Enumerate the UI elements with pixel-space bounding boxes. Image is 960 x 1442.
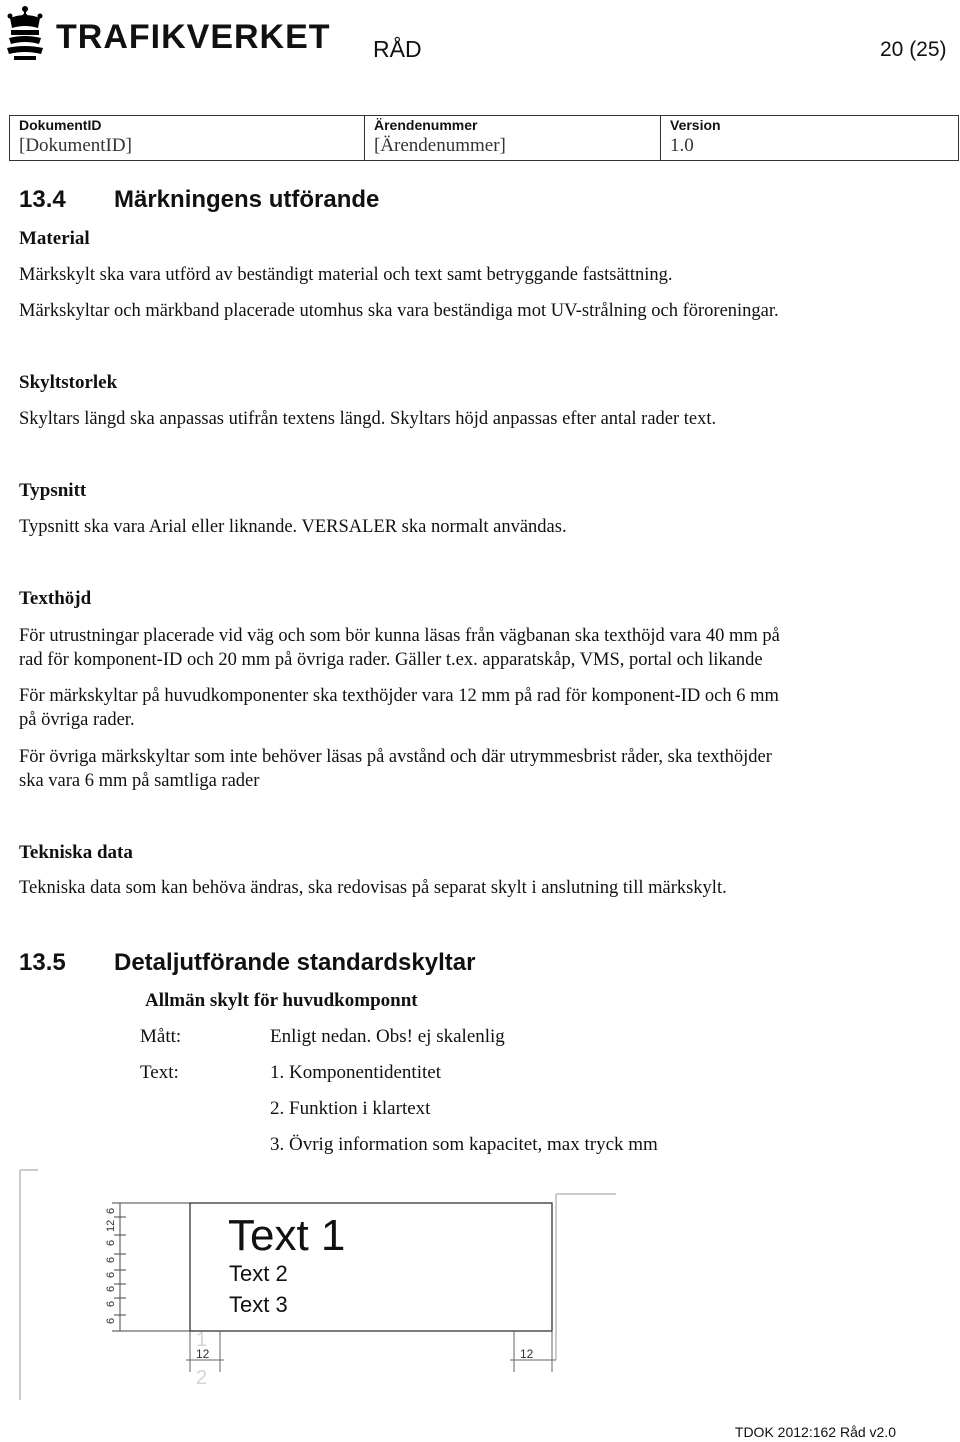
meta-value: 1.0 [670, 135, 694, 156]
meta-value: [Ärendenummer] [374, 135, 506, 156]
spec-label-matt: Mått: [140, 1026, 182, 1047]
trafikverket-crown-icon [4, 4, 46, 62]
vertical-dimension [112, 1203, 190, 1331]
subheading-tekniska-data: Tekniska data [19, 842, 133, 863]
sign-text-line-3: Text 3 [229, 1292, 288, 1317]
meta-value: [DokumentID] [19, 135, 132, 156]
page-number: 20 (25) [880, 38, 947, 61]
paragraph-line: Märkskyltar och märkband placerade utomhus ska vara beständiga mot UV-strålning och föroreningar. [19, 301, 779, 321]
section-title: Märkningens utförande [114, 186, 380, 213]
text-item: 2. Funktion i klartext [270, 1098, 431, 1119]
dim-label-bottom-left: 12 [196, 1347, 210, 1361]
ghost-mark: 2 [196, 1367, 208, 1389]
meta-label: DokumentID [19, 117, 102, 133]
document-type: RÅD [373, 36, 422, 62]
paragraph-line: För utrustningar placerade vid väg och som bör kunna läsas från vägbanan ska texthöjd vara 40 mm på [19, 626, 780, 646]
section-number: 13.4 [19, 186, 66, 213]
section-title: Detaljutförande standardskyltar [114, 949, 476, 976]
paragraph-line: Tekniska data som kan behöva ändras, ska redovisas på separat skylt i anslutning till märkskylt. [19, 878, 727, 898]
spec-label-text: Text: [140, 1062, 179, 1083]
dim-label: 6 [105, 1239, 117, 1246]
subheading-skyltstorlek: Skyltstorlek [19, 372, 118, 393]
dim-label-bottom-right: 12 [520, 1347, 534, 1361]
subheading-material: Material [19, 228, 90, 249]
meta-cell-dokumentid [10, 116, 364, 160]
dim-label: 12 [105, 1219, 117, 1232]
paragraph-line: ska vara 6 mm på samtliga rader [19, 771, 260, 791]
subheading-typsnitt: Typsnitt [19, 480, 87, 501]
dim-label: 6 [105, 1300, 117, 1307]
paragraph-line: Skyltars längd ska anpassas utifrån textens längd. Skyltars höjd anpassas efter antal rader text. [19, 409, 717, 429]
subheading-texthojd: Texthöjd [19, 588, 92, 609]
meta-label: Ärendenummer [374, 117, 478, 133]
meta-cell-version [660, 116, 958, 160]
sign-text-line-1: Text 1 [228, 1211, 346, 1260]
ghost-mark: 1 [196, 1329, 208, 1351]
footer-document-id: TDOK 2012:162 Råd v2.0 [734, 1424, 896, 1440]
section-number: 13.5 [19, 949, 66, 976]
text-item: 1. Komponentidentitet [270, 1062, 441, 1083]
trafikverket-logo-text: TRAFIKVERKET [56, 18, 331, 56]
spec-value-matt: Enligt nedan. Obs! ej skalenlig [270, 1026, 505, 1047]
vertical-dimension-labels [105, 1208, 117, 1324]
paragraph-line: För märkskyltar på huvudkomponenter ska texthöjder vara 12 mm på rad för komponent-ID och 6 mm [19, 686, 779, 706]
dim-label: 6 [105, 1271, 117, 1278]
dim-label: 6 [105, 1285, 117, 1292]
sign-type-heading: Allmän skylt för huvudkomponnt [145, 990, 418, 1011]
dim-label: 6 [105, 1207, 117, 1214]
paragraph-line: Typsnitt ska vara Arial eller liknande. VERSALER ska normalt användas. [19, 517, 567, 537]
section-heading-13-5 [19, 949, 619, 979]
document-meta-table [9, 115, 959, 161]
sign-text-line-2: Text 2 [229, 1261, 288, 1286]
section-heading-13-4 [19, 186, 619, 216]
sign-dimension-drawing [0, 1160, 640, 1400]
dim-label: 6 [105, 1256, 117, 1263]
text-item: 3. Övrig information som kapacitet, max tryck mm [270, 1134, 658, 1155]
dim-label: 6 [105, 1317, 117, 1324]
paragraph-line: Märkskylt ska vara utförd av beständigt material och text samt betryggande fastsättning. [19, 265, 673, 285]
paragraph-line: på övriga rader. [19, 710, 135, 730]
meta-cell-arendenummer [364, 116, 660, 160]
paragraph-line: rad för komponent-ID och 20 mm på övriga rader. Gäller t.ex. apparatskåp, VMS, portal och likande [19, 650, 763, 670]
meta-label: Version [670, 117, 721, 133]
paragraph-line: För övriga märkskyltar som inte behöver läsas på avstånd och där utrymmesbrist råder, ska texthöjder [19, 747, 772, 767]
